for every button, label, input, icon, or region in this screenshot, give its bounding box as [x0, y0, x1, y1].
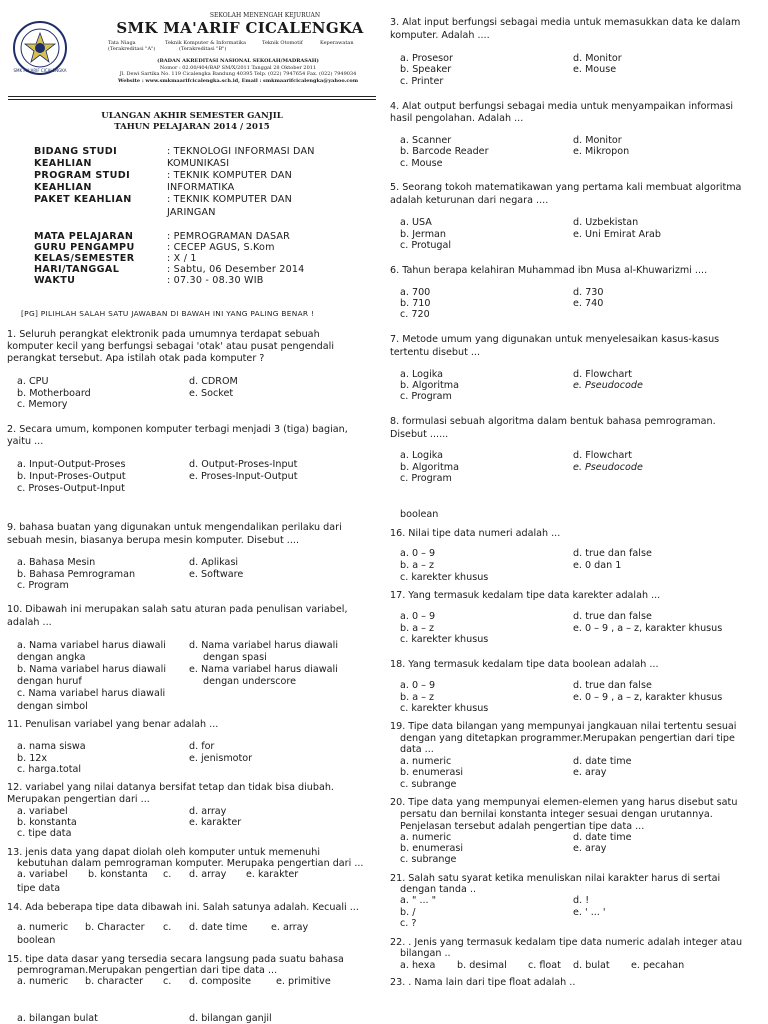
- answer-option: d. Output-Proses-Input: [189, 459, 298, 470]
- answer-option: c. tipe data: [17, 828, 72, 839]
- question-text: 10. Dibawah ini merupakan salah satu aturan pada penulisan variabel,: [7, 604, 348, 615]
- question-text: Penjelasan tersebut adalah pengertian tipe data ...: [400, 821, 645, 832]
- answer-option: e. array: [271, 922, 309, 933]
- answer-option: b. konstanta: [88, 869, 148, 880]
- question-text: 6. Tahun berapa kelahiran Muhammad ibn Musa al-Khuwarizmi ....: [390, 265, 708, 276]
- answer-option: a. hexa: [400, 960, 436, 971]
- question-text: 13. jenis data yang dapat diolah oleh komputer untuk memenuhi: [7, 847, 320, 858]
- answer-option: d. Flowchart: [573, 450, 633, 461]
- answer-option: b. 12x: [17, 753, 48, 764]
- question-text: komputer kecil yang berfungsi sebagai 'otak' atau pusat pengendali: [7, 341, 334, 352]
- question-text: 19. Tipe data bilangan yang mempunyai jangkauan nilai tertentu sesuai: [390, 721, 737, 732]
- program-item: Teknik Otomotif: [262, 40, 303, 46]
- answer-option: b. 710: [400, 298, 431, 309]
- answer-option: d. Nama variabel harus diawali: [189, 640, 338, 651]
- question-text: 15. tipe data dasar yang tersedia secara langsung pada suatu bahasa: [7, 954, 344, 965]
- exam-year: TAHUN PELAJARAN 2014 / 2015: [114, 122, 270, 132]
- answer-option: e. Software: [189, 569, 244, 580]
- answer-option: a. " ... ": [400, 895, 437, 906]
- answer-option: c. Printer: [400, 76, 444, 87]
- answer-option: d. 730: [573, 287, 604, 298]
- answer-option: a. Bahasa Mesin: [17, 557, 96, 568]
- answer-option: c. Nama variabel harus diawali: [17, 688, 166, 699]
- answer-option: c. karekter khusus: [400, 634, 489, 645]
- answer-option: c. float: [528, 960, 561, 971]
- question-text: tertentu disebut ...: [390, 347, 481, 358]
- question-text: adalah ...: [7, 617, 52, 628]
- answer-option: dengan underscore: [203, 676, 297, 687]
- answer-option: tipe data: [17, 883, 61, 894]
- question-text: 9. bahasa buatan yang digunakan untuk mengendalikan perilaku dari: [7, 522, 342, 533]
- answer-option: a. numeric: [400, 756, 452, 767]
- answer-option: e. Pseudocode: [573, 462, 643, 473]
- question-text: 17. Yang termasuk kedalam tipe data karekter adalah ...: [390, 590, 661, 601]
- answer-option: c. karekter khusus: [400, 572, 489, 583]
- answer-option: e. Uni Emirat Arab: [573, 229, 662, 240]
- answer-option: a. variabel: [17, 806, 68, 817]
- answer-option: c.: [163, 869, 172, 880]
- answer-option: a. Input-Output-Proses: [17, 459, 126, 470]
- answer-option: a. Logika: [400, 450, 444, 461]
- program-item: Keperawatan: [320, 40, 354, 46]
- answer-option: d. Monitor: [573, 135, 622, 146]
- answer-option: c. harga.total: [17, 764, 82, 775]
- question-text: dengan yang ditetapkan programmer.Merupakan pengertian dari tipe: [400, 733, 735, 744]
- answer-option: b. a – z: [400, 560, 434, 571]
- question-text: 2. Secara umum, komponen komputer terbagi menjadi 3 (tiga) bagian,: [7, 424, 348, 435]
- answer-option: e. karakter: [246, 869, 299, 880]
- school-logo: [12, 20, 68, 76]
- question-text: 8. formulasi sebuah algoritma dalam bentuk bahasa pemrograman.: [390, 416, 716, 427]
- answer-option: c.: [163, 922, 172, 933]
- answer-option: b. Jerman: [400, 229, 447, 240]
- answer-option: b. Nama variabel harus diawali: [17, 664, 166, 675]
- question-text: dengan tanda ..: [400, 884, 477, 895]
- answer-option: a. Prosesor: [400, 53, 453, 64]
- answer-option: a. Logika: [400, 369, 444, 380]
- answer-option: e. Mouse: [573, 64, 617, 75]
- question-text: perangkat tersebut. Apa istilah otak pada komputer ?: [7, 353, 265, 364]
- answer-option: e. jenismotor: [189, 753, 253, 764]
- answer-option: d. composite: [189, 976, 251, 987]
- question-text: 1. Seluruh perangkat elektronik pada umumnya terdapat sebuah: [7, 329, 320, 340]
- answer-option: a. USA: [400, 217, 432, 228]
- answer-option: b. Barcode Reader: [400, 146, 489, 157]
- answer-option: b. /: [400, 907, 416, 918]
- answer-option: c. Mouse: [400, 158, 443, 169]
- answer-option: a. 700: [400, 287, 431, 298]
- answer-option: b. desimal: [457, 960, 507, 971]
- answer-option: c. ?: [400, 918, 417, 929]
- question-text: kebutuhan dalam pemrograman komputer. Merupaka pengertian dari ...: [17, 858, 364, 869]
- answer-option: d. date time: [573, 756, 632, 767]
- instruction: [PG] PILIHLAH SALAH SATU JAWABAN DI BAWAH INI YANG PALING BENAR !: [21, 309, 315, 318]
- answer-option: d. bilangan ganjil: [189, 1013, 272, 1024]
- answer-option: d. CDROM: [189, 376, 238, 387]
- answer-option: b. Speaker: [400, 64, 452, 75]
- answer-option: e. aray: [573, 843, 607, 854]
- answer-option: b. Algoritma: [400, 380, 459, 391]
- question-text: 12. variabel yang nilai datanya bersifat tetap dan tidak bisa diubah.: [7, 782, 334, 793]
- answer-option: a. bilangan bulat: [17, 1013, 98, 1024]
- answer-option: b. konstanta: [17, 817, 77, 828]
- answer-option: a. variabel: [17, 869, 68, 880]
- answer-option: a. numeric: [400, 832, 452, 843]
- program-item: Tata Niaga (Terakreditasi "A"): [108, 40, 156, 52]
- answer-option: b. a – z: [400, 623, 434, 634]
- answer-option: e. Pseudocode: [573, 380, 643, 391]
- answer-option: e. ' ... ': [573, 907, 606, 918]
- answer-option: dengan angka: [17, 652, 86, 663]
- question-text: 16. Nilai tipe data numeri adalah ...: [390, 528, 561, 539]
- answer-option: d. for: [189, 741, 215, 752]
- answer-option: a. Nama variabel harus diawali: [17, 640, 166, 651]
- answer-option: c. Program: [17, 580, 69, 591]
- answer-option: boolean: [17, 935, 56, 946]
- answer-option: dengan spasi: [203, 652, 267, 663]
- answer-option: dengan simbol: [17, 701, 88, 712]
- answer-option: d. Uzbekistan: [573, 217, 639, 228]
- answer-option: d. date time: [189, 922, 248, 933]
- question-text: persatu dan bernilai konstanta integer sesuai dengan urutannya.: [400, 809, 713, 820]
- answer-option: c. subrange: [400, 779, 457, 790]
- answer-option: c. Program: [400, 391, 452, 402]
- question-text: 11. Penulisan variabel yang benar adalah ...: [7, 719, 219, 730]
- answer-option: a. CPU: [17, 376, 49, 387]
- program-item: Teknik Komputer & Informatika (Terakreditasi "B"): [165, 40, 246, 52]
- question-text: 7. Metode umum yang digunakan untuk menyelesaikan kasus-kasus: [390, 334, 720, 345]
- school-name: SMK MA'ARIF CICALENGKA: [116, 19, 364, 37]
- question-text: Disebut ......: [390, 429, 449, 440]
- answer-option: e. karakter: [189, 817, 242, 828]
- answer-option: d. Aplikasi: [189, 557, 239, 568]
- question-text: hasil pengolahan. Adalah ...: [390, 113, 524, 124]
- answer-option: a. nama siswa: [17, 741, 86, 752]
- answer-option: b. Motherboard: [17, 388, 91, 399]
- answer-option: e. aray: [573, 767, 607, 778]
- answer-option: d. array: [189, 806, 227, 817]
- answer-option: b. a – z: [400, 692, 434, 703]
- answer-option: d. Flowchart: [573, 369, 633, 380]
- answer-option: a. numeric: [17, 922, 69, 933]
- answer-option: a. 0 – 9: [400, 548, 436, 559]
- question-text: 18. Yang termasuk kedalam tipe data boolean adalah ...: [390, 659, 659, 670]
- answer-option: b. Input-Proses-Output: [17, 471, 126, 482]
- header-divider: [8, 96, 376, 97]
- question-text: 5. Seorang tokoh matematikawan yang pertama kali membuat algoritma: [390, 182, 742, 193]
- answer-option: e. 0 – 9 , a – z, karakter khusus: [573, 623, 723, 634]
- question-text: 14. Ada beberapa tipe data dibawah ini. Salah satunya adalah. Kecuali ...: [7, 902, 359, 913]
- answer-option: e. 740: [573, 298, 604, 309]
- logo-caption: SMK MA'ARIF CICALENGKA: [13, 68, 67, 73]
- question-text: pemrograman.Merupakan pengertian dari tipe data ...: [17, 965, 278, 976]
- answer-option: c. Protugal: [400, 240, 452, 251]
- answer-option: c. subrange: [400, 854, 457, 865]
- answer-option: b. character: [85, 976, 144, 987]
- answer-option: e. Proses-Input-Output: [189, 471, 298, 482]
- answer-option: c. karekter khusus: [400, 703, 489, 714]
- answer-option: c. 720: [400, 309, 430, 320]
- school-type: SEKOLAH MENENGAH KEJURUAN: [209, 12, 321, 19]
- question-text: 22. . Jenis yang termasuk kedalam tipe data numeric adalah integer atau: [390, 937, 743, 948]
- answer-option: e. pecahan: [631, 960, 685, 971]
- answer-option: e. primitive: [276, 976, 331, 987]
- question-text: adalah keturunan dari negara ....: [390, 195, 549, 206]
- answer-option: d. array: [189, 869, 227, 880]
- answer-option: b. Character: [85, 922, 145, 933]
- question-text: 20. Tipe data yang mempunyai elemen-elemen yang harus disebut satu: [390, 797, 738, 808]
- question-text: data ...: [400, 744, 434, 755]
- answer-option: d. !: [573, 895, 590, 906]
- answer-option: e. Socket: [189, 388, 234, 399]
- answer-option: c. Program: [400, 473, 452, 484]
- answer-option: a. 0 – 9: [400, 680, 436, 691]
- answer-option: d. Monitor: [573, 53, 622, 64]
- answer-option: a. Scanner: [400, 135, 452, 146]
- question-text: Merupakan pengertian dari ...: [7, 794, 150, 805]
- school-contact: (BADAN AKREDITASI NASIONAL SEKOLAH/MADRASAH) Nomor : 02.00/404/BAP SM/X/2011 Tanggal 28 Oktober 2011 Jl. Dewi Sartika No. 119 Cicalengka Bandung 40395 Telp. (022) 7947654 Fax. (022) 7949034 Website : www.smkmaarifcicalengka.sch.id, Email : smkmaarifcicalengka@yahoo.com: [118, 58, 358, 84]
- answer-option: e. Nama variabel harus diawali: [189, 664, 338, 675]
- answer-option: c. Proses-Output-Input: [17, 483, 125, 494]
- exam-title: ULANGAN AKHIR SEMESTER GANJIL: [101, 111, 283, 121]
- answer-option: e. 0 dan 1: [573, 560, 622, 571]
- answer-option: a. 0 – 9: [400, 611, 436, 622]
- answer-option: boolean: [400, 509, 439, 520]
- answer-option: d. bulat: [573, 960, 610, 971]
- answer-option: e. Mikropon: [573, 146, 630, 157]
- answer-option: dengan huruf: [17, 676, 82, 687]
- answer-option: d. true dan false: [573, 611, 652, 622]
- question-text: yaitu ...: [7, 436, 44, 447]
- answer-option: d. true dan false: [573, 548, 652, 559]
- answer-option: c.: [163, 976, 172, 987]
- school-letterhead: [0, 0, 384, 100]
- answer-option: c. Memory: [17, 399, 68, 410]
- answer-option: d. true dan false: [573, 680, 652, 691]
- answer-option: a. numeric: [17, 976, 69, 987]
- question-text: komputer. Adalah ....: [390, 30, 490, 41]
- answer-option: b. enumerasi: [400, 767, 463, 778]
- question-text: sebuah mesin, biasanya berupa mesin komputer. Disebut ....: [7, 535, 300, 546]
- question-text: bilangan ..: [400, 948, 451, 959]
- question-text: 3. Alat input berfungsi sebagai media untuk memasukkan data ke dalam: [390, 17, 741, 28]
- answer-option: b. Algoritma: [400, 462, 459, 473]
- question-text: 21. Salah satu syarat ketika menuliskan nilai karakter harus di sertai: [390, 873, 721, 884]
- answer-option: e. 0 – 9 , a – z, karakter khusus: [573, 692, 723, 703]
- question-text: 23. . Nama lain dari tipe float adalah ..: [390, 977, 576, 988]
- answer-option: d. date time: [573, 832, 632, 843]
- answer-option: b. enumerasi: [400, 843, 463, 854]
- question-text: 4. Alat output berfungsi sebagai media untuk menyampaikan informasi: [390, 101, 734, 112]
- header-divider: [8, 99, 376, 100]
- answer-option: b. Bahasa Pemrograman: [17, 569, 136, 580]
